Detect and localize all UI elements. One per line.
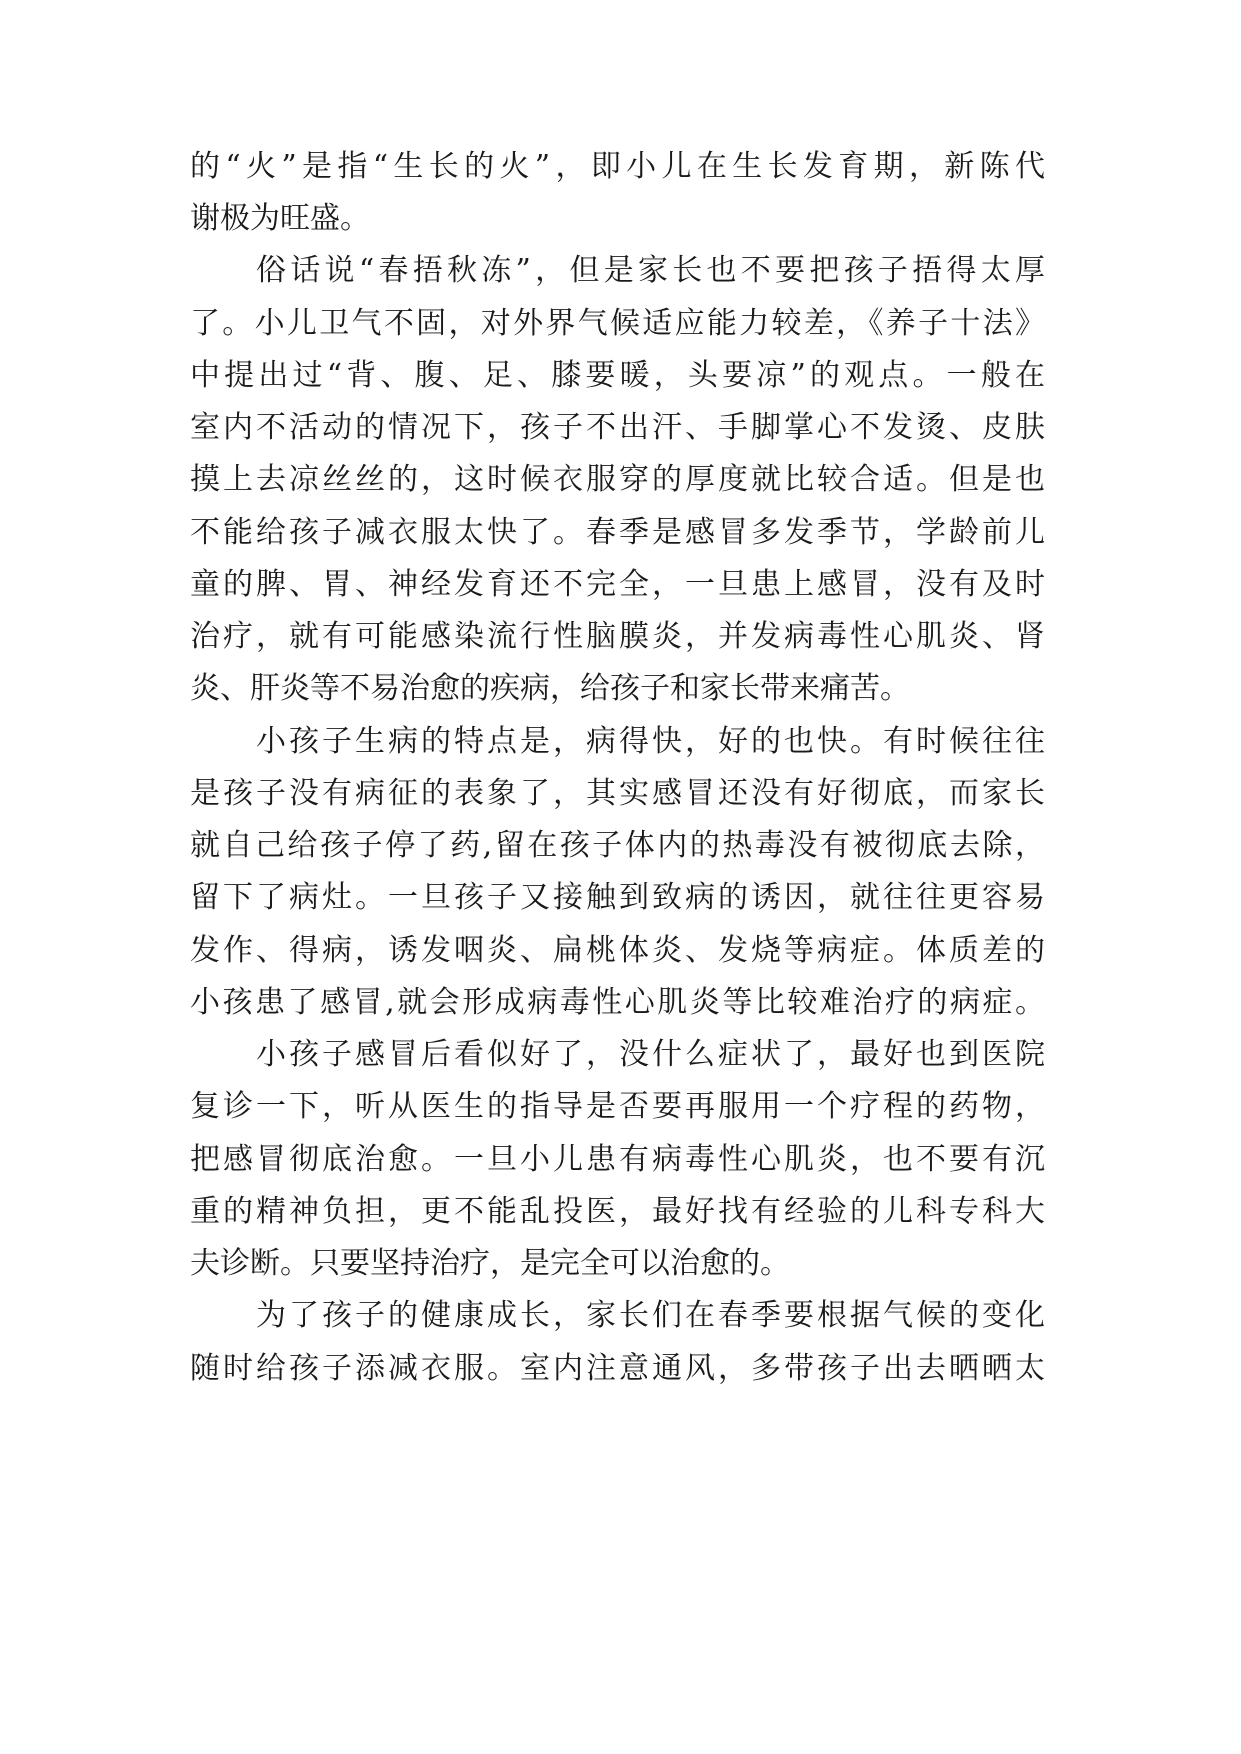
- text-line: [0, 555, 1241, 615]
- text-line: [0, 398, 1241, 458]
- text-line: [0, 241, 1241, 301]
- text-line: [0, 1234, 1241, 1294]
- text-line: [0, 294, 1241, 354]
- text-line: [0, 1286, 1241, 1346]
- line-text: 就自己给孩子停了药,留在孩子体内的热毒没有被彻底去除，: [190, 828, 1045, 863]
- text-line: [0, 503, 1241, 563]
- text-line: [0, 1182, 1241, 1242]
- text-line: [0, 1077, 1241, 1137]
- line-text: 重的精神负担，更不能乱投医，最好找有经验的儿科专科大: [190, 1194, 1045, 1229]
- line-text: 夫诊断。只要坚持治疗，是完全可以治愈的。: [190, 1246, 790, 1281]
- line-text: 小孩子生病的特点是，病得快，好的也快。有时候往往: [256, 724, 1045, 759]
- text-line: [0, 346, 1241, 406]
- text-line: [0, 868, 1241, 928]
- text-line: [0, 1025, 1241, 1085]
- text-line: [0, 1339, 1241, 1399]
- line-text: 摸上去凉丝丝的，这时候衣服穿的厚度就比较合适。但是也: [190, 462, 1045, 497]
- text-line: [0, 973, 1241, 1033]
- text-line: [0, 607, 1241, 667]
- line-text: 小孩子感冒后看似好了，没什么症状了，最好也到医院: [256, 1037, 1045, 1072]
- line-text: 了。小儿卫气不固，对外界气候适应能力较差，《养子十法》: [190, 306, 1045, 341]
- line-text: 是孩子没有病征的表象了，其实感冒还没有好彻底，而家长: [190, 776, 1045, 811]
- text-line: [0, 764, 1241, 824]
- line-text: 童的脾、胃、神经发育还不完全，一旦患上感冒，没有及时: [190, 567, 1045, 602]
- text-line: [0, 712, 1241, 772]
- line-text: 治疗，就有可能感染流行性脑膜炎，并发病毒性心肌炎、肾: [190, 619, 1045, 654]
- line-text: 随时给孩子添减衣服。室内注意通风，多带孩子出去晒晒太: [190, 1351, 1045, 1386]
- line-text: 小孩患了感冒,就会形成病毒性心肌炎等比较难治疗的病症。: [190, 985, 1045, 1020]
- line-text: 留下了病灶。一旦孩子又接触到致病的诱因，就往往更容易: [190, 880, 1045, 915]
- text-line: [0, 659, 1241, 719]
- line-text: 谢极为旺盛。: [190, 201, 370, 236]
- line-text: 炎、肝炎等不易治愈的疾病，给孩子和家长带来痛苦。: [190, 671, 910, 706]
- text-line: [0, 921, 1241, 981]
- line-text: 不能给孩子减衣服太快了。春季是感冒多发季节，学龄前儿: [190, 515, 1045, 550]
- line-text: 室内不活动的情况下，孩子不出汗、手脚掌心不发烫、皮肤: [190, 410, 1045, 445]
- text-line: [0, 1130, 1241, 1190]
- line-text: 发作、得病，诱发咽炎、扁桃体炎、发烧等病症。体质差的: [190, 933, 1045, 968]
- text-line: [0, 450, 1241, 510]
- text-line: [0, 189, 1241, 249]
- text-line: [0, 137, 1241, 197]
- line-text: 中提出过“背、腹、足、膝要暖，头要凉”的观点。一般在: [190, 358, 1045, 393]
- line-text: 的“火”是指“生长的火”，即小儿在生长发育期，新陈代: [190, 149, 1045, 184]
- line-text: 为了孩子的健康成长，家长们在春季要根据气候的变化: [256, 1298, 1045, 1333]
- line-text: 复诊一下，听从医生的指导是否要再服用一个疗程的药物，: [190, 1089, 1045, 1124]
- line-text: 俗话说“春捂秋冻”，但是家长也不要把孩子捂得太厚: [256, 253, 1045, 288]
- text-line: [0, 816, 1241, 876]
- line-text: 把感冒彻底治愈。一旦小儿患有病毒性心肌炎，也不要有沉: [190, 1142, 1045, 1177]
